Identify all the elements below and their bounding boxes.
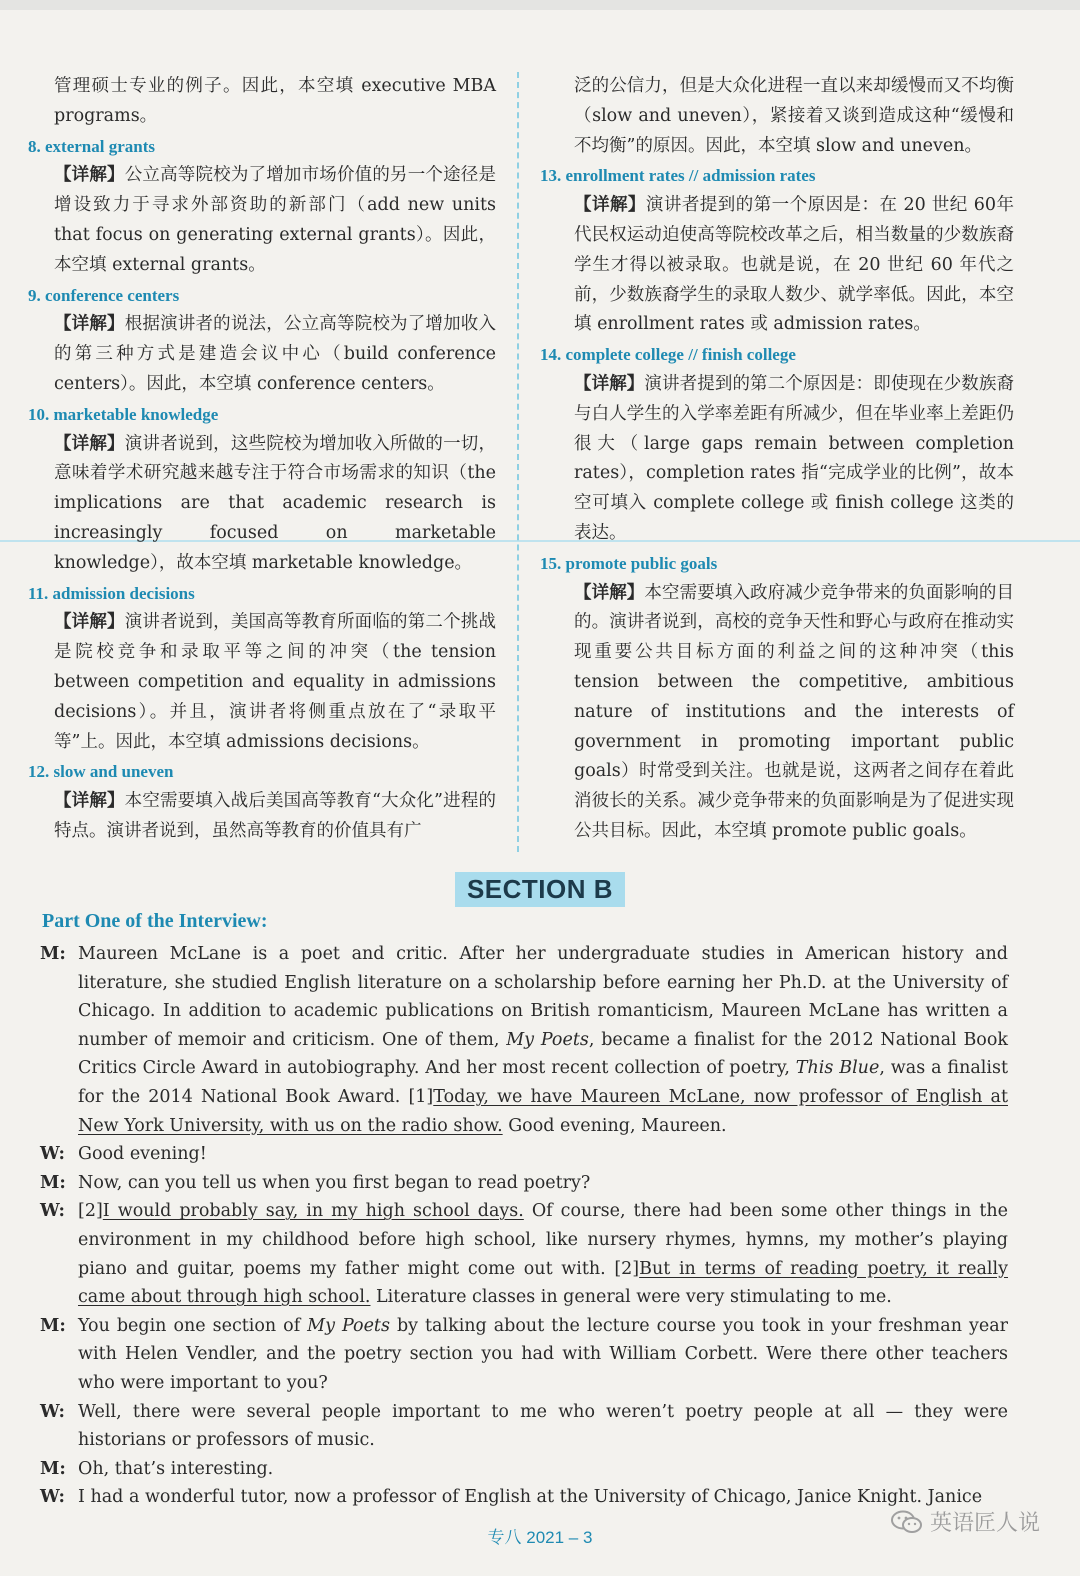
speech-segment: , became a finalist for the 2012 National Book Critics Circle Award in autobiography. And her most recent collection of poetry, <box>78 1029 1008 1079</box>
speaker-label: M: <box>40 944 66 964</box>
left-column <box>28 72 496 847</box>
answer-explanation <box>28 787 496 847</box>
answer-item-10 <box>28 400 496 579</box>
speaker-label: W: <box>40 1487 65 1508</box>
speech-text: Good evening! <box>78 1144 207 1165</box>
underlined-answer: But in terms of reading poetry, it really came about through high school. <box>78 1258 1008 1308</box>
section-b-header <box>0 872 1080 907</box>
answer-explanation <box>540 191 1014 340</box>
explanation-body: 本空需要填入战后美国高等教育“大众化”进程的特点。演讲者说到，虽然高等教育的价值具有广 <box>54 791 496 841</box>
book-title: My Poets <box>506 1029 589 1050</box>
dialog-turn <box>40 940 1008 1140</box>
answer-title: 9. conference centers <box>28 285 180 305</box>
speech-segment: by talking about the lecture course you took in your freshman year with Helen Vendler, and the poetry section you had with William Corbett. Were there other teachers who were important to you? <box>78 1315 1009 1393</box>
page-footer: 专八 2021 – 3 <box>487 1528 593 1547</box>
speaker-label: W: <box>40 1401 65 1422</box>
explanation-body: 演讲者说到，这些院校为增加收入所做的一切，意味着学术研究越来越专注于符合市场需求的知识（the implications are that academic research is increasingly focused on marketable knowledge），故本空填 marketable knowledge。 <box>54 433 496 573</box>
speaker-label: M: <box>40 1315 66 1336</box>
section-heading: SECTION B <box>455 872 625 907</box>
dialog-turn <box>40 1398 1008 1455</box>
speech-text <box>78 1197 1008 1311</box>
answer-item-8 <box>28 132 496 281</box>
answer-explanation <box>28 310 496 399</box>
speaker-label: W: <box>40 1144 65 1165</box>
explanation-label: 【详解】 <box>574 195 646 216</box>
top-band <box>0 0 1080 10</box>
speech-segment: [2] <box>78 1201 103 1222</box>
underlined-answer: Today, we have Maureen McLane, now professor of English at New York University, with us on the radio show. <box>78 1086 1008 1136</box>
answer-title: 15. promote public goals <box>540 553 718 573</box>
explanation-body: 演讲者提到的第二个原因是：即使现在少数族裔与白人学生的入学率差距有所减少，但在毕业率上差距仍很大（large gaps remain between completion rates），completion rates 指“完成学业的比例”，故本空可填入 complete college 或 finish college 这类的表达。 <box>574 373 1015 543</box>
speech-segment: , was a finalist for the 2014 National Book Award. [1] <box>78 1058 1008 1107</box>
column-divider <box>517 72 519 852</box>
answer-title: 13. enrollment rates // admission rates <box>540 166 816 186</box>
speech-text <box>78 940 1008 1140</box>
right-intro: 泛的公信力，但是大众化进程一直以来却缓慢而又不均衡（slow and uneven），紧接着又谈到造成这种“缓慢和不均衡”的原因。因此，本空填 slow and uneven。 <box>574 76 1014 156</box>
speaker-label: M: <box>40 1172 66 1193</box>
speech-text: I had a wonderful tutor, now a professor of English at the University of Chicago, Janice Knight. Janice <box>78 1487 983 1508</box>
answer-explanation <box>28 161 496 280</box>
part-title: Part One of the Interview: <box>42 910 268 932</box>
dialog-turn <box>40 1312 1008 1398</box>
dialog-turn <box>40 1197 1008 1311</box>
book-title: This Blue <box>795 1058 880 1079</box>
answer-title: 12. slow and uneven <box>28 762 174 782</box>
answer-item-9 <box>28 281 496 400</box>
watermark <box>890 1506 1040 1537</box>
answer-title: 14. complete college // finish college <box>540 345 796 365</box>
explanation-label: 【详解】 <box>54 612 125 633</box>
watermark-text: 英语匠人说 <box>929 1511 1040 1536</box>
answer-title: 10. marketable knowledge <box>28 404 219 424</box>
explanation-label: 【详解】 <box>54 314 125 335</box>
speech-segment: You begin one section of <box>78 1315 308 1336</box>
speech-segment: Literature classes in general were very stimulating to me. <box>370 1287 892 1308</box>
speech-text: Now, can you tell us when you first began to read poetry? <box>78 1172 591 1193</box>
answer-title: 8. external grants <box>28 136 156 156</box>
explanation-label: 【详解】 <box>54 165 125 186</box>
explanation-label: 【详解】 <box>574 582 645 603</box>
speech-text: Oh, that’s interesting. <box>78 1458 274 1479</box>
speaker-label: W: <box>40 1201 65 1222</box>
speech-segment: Of course, there had been some other things in the environment in my childhood before high school, like nursery rhymes, hymns, my mother’s playing piano and guitar, poems my father might come out with. [2] <box>78 1201 1008 1279</box>
wechat-icon <box>890 1509 924 1535</box>
answer-item-11 <box>28 579 496 758</box>
explanation-body: 公立高等院校为了增加市场价值的另一个途径是增设致力于寻求外部资助的新部门（add new units that focus on generating external grants）。因此，本空填 external grants。 <box>54 165 496 275</box>
dialog-turn <box>40 1169 1008 1198</box>
left-intro: 管理硕士专业的例子。因此，本空填 executive MBA programs。 <box>54 76 496 126</box>
answer-item-12 <box>28 757 496 846</box>
underlined-answer: I would probably say, in my high school days. <box>102 1201 524 1222</box>
answer-item-14 <box>540 340 1014 549</box>
speech-text <box>78 1312 1008 1398</box>
book-title: My Poets <box>307 1315 390 1336</box>
explanation-label: 【详解】 <box>54 791 125 812</box>
explanation-body: 根据演讲者的说法，公立高等院校为了增加收入的第三种方式是建造会议中心（build conference centers）。因此，本空填 conference centers。 <box>54 314 496 394</box>
answer-item-15 <box>540 549 1014 847</box>
speaker-label: M: <box>40 1458 66 1479</box>
explanation-label: 【详解】 <box>574 373 645 394</box>
explanation-label: 【详解】 <box>54 433 125 454</box>
answer-item-13 <box>540 161 1014 340</box>
answer-explanation <box>540 370 1014 549</box>
dialog-turn <box>40 1140 1008 1169</box>
explanation-body: 演讲者说到，美国高等教育所面临的第二个挑战是院校竞争和录取平等之间的冲突（the tension between competition and equality in admissions decisions）。并且，演讲者将侧重点放在了“录取平等”上。因此，本空填 admissions decisions。 <box>54 612 496 752</box>
answer-explanation <box>540 579 1014 847</box>
speech-segment: Good evening, Maureen. <box>502 1115 727 1136</box>
right-column <box>540 72 1014 847</box>
speech-text: Well, there were several people important to me who weren’t poetry people at all — they were historians or professors of music. <box>78 1401 1008 1451</box>
interview-transcript <box>40 940 1008 1512</box>
dialog-turn <box>40 1483 1008 1512</box>
answer-title: 11. admission decisions <box>28 583 195 603</box>
speech-segment: Maureen McLane is a poet and critic. After her undergraduate studies in American history and literature, she studied English literature on a scholarship before earning her Ph.D. at the University of Chicago. In addition to academic publications on British romanticism, Maureen McLane has written a number of memoir and criticism. One of them, <box>78 944 1008 1050</box>
answer-explanation <box>28 608 496 757</box>
dialog-turn <box>40 1455 1008 1484</box>
explanation-body: 演讲者提到的第一个原因是：在 20 世纪 60年代民权运动迫使高等院校改革之后，相当数量的少数族裔学生才得以被录取。也就是说，在 20 世纪 60 年代之前，少数族裔学生的录取人数少、就学率低。因此，本空填 enrollment rates 或 admission rates。 <box>574 195 1015 335</box>
answer-explanation <box>28 430 496 579</box>
explanation-body: 本空需要填入政府减少竞争带来的负面影响的目的。演讲者说到，高校的竞争天性和野心与政府在推动实现重要公共目标方面的利益之间的这种冲突（this tension between the competitive, ambitious nature of institutions and the interests of government in promoting important public goals）时常受到关注。也就是说，这两者之间存在着此消彼长的关系。减少竞争带来的负面影响是为了促进实现公共目标。因此，本空填 promote public goals。 <box>574 582 1015 841</box>
